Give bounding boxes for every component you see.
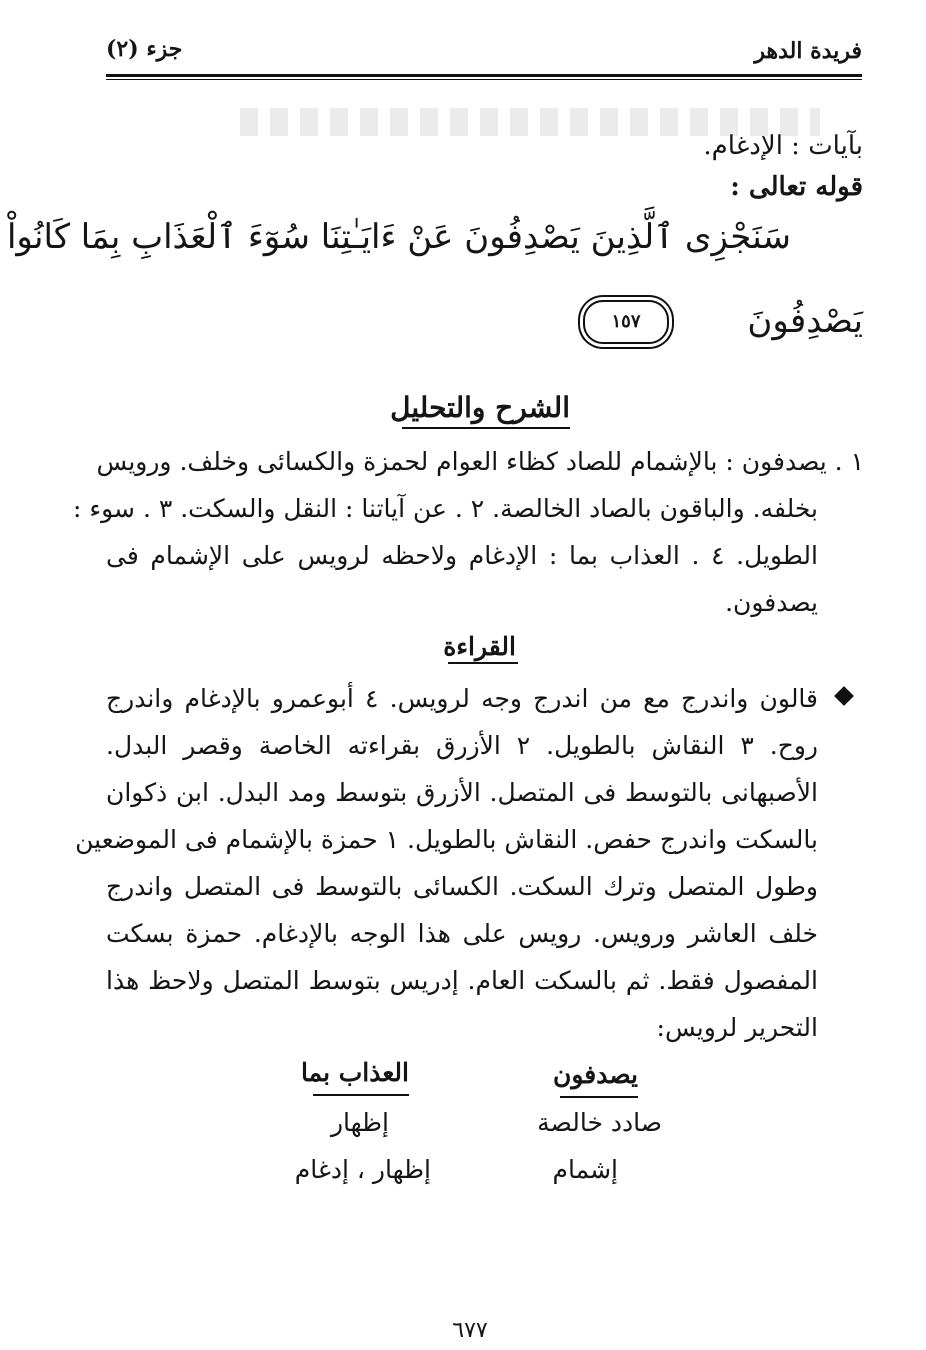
quran-verse-line-1: سَنَجْزِى ٱلَّذِينَ يَصْدِفُونَ عَنْ ءَايَـٰتِنَا سُوٓءَ ٱلْعَذَابِ بِمَا كَانُواْ — [6, 217, 791, 257]
explanation-line-2: بخلفه. والباقون بالصاد الخالصة. ٢ . عن آياتنا : النقل والسكت. ٣ . سوء : — [73, 494, 818, 523]
reading-line-5: وطول المتصل وترك السكت. الكسائى بالتوسط فى المتصل واندرج — [106, 872, 818, 901]
table-cell-r2-c1: إشمام — [552, 1155, 618, 1184]
table-cell-r1-c1: صادد خالصة — [537, 1108, 662, 1137]
running-header — [106, 30, 862, 72]
reading-line-1: قالون واندرج مع من اندرج وجه لرويس. ٤ أبوعمرو بالإدغام واندرج — [106, 684, 818, 713]
reading-line-4: بالسكت واندرج حفص. النقاش بالطويل. ١ حمزة بالإشمام فى الموضعين — [75, 825, 818, 854]
table-header-yasdifun: يصدفون — [553, 1060, 638, 1089]
page-number: ٦٧٧ — [452, 1318, 488, 1343]
explanation-title: الشرح والتحليل — [390, 391, 570, 424]
table-cell-r1-c2: إظهار — [330, 1108, 389, 1137]
explanation-line-1: ١ . يصدفون : بالإشمام للصاد كظاء العوام لحمزة والكسائى وخلف. ورويس — [96, 447, 864, 476]
reading-paragraph — [75, 675, 818, 1051]
book-title: فريدة الدهر — [754, 38, 862, 64]
table-header-adhab-bima: العذاب بما — [301, 1058, 409, 1087]
reading-title-underline — [448, 662, 518, 664]
table-header-yasdifun-underline — [560, 1096, 638, 1098]
explanation-title-underline — [402, 427, 570, 429]
quran-verse-line-2: يَصْدِفُونَ — [747, 301, 863, 341]
reading-title: القراءة — [443, 632, 516, 661]
reading-line-2: روح. ٣ النقاش بالطويل. ٢ الأزرق بقراءته الخاصة وقصر البدل. — [106, 731, 818, 760]
explanation-paragraph — [73, 438, 864, 626]
explanation-line-4: يصدفون. — [725, 588, 818, 617]
reading-line-6: خلف العاشر ورويس. رويس على هذا الوجه بالإدغام. حمزة بسكت — [106, 919, 818, 948]
quran-verse-line-2-block — [583, 296, 863, 348]
table-header-adhab-bima-underline — [313, 1094, 409, 1096]
reading-line-3: الأصبهانى بالتوسط فى المتصل. الأزرق بتوسط ومد البدل. ابن ذكوان — [106, 778, 818, 807]
ayah-number-marker: ١٥٧ — [583, 300, 669, 344]
header-rule-thick — [106, 74, 862, 77]
reading-line-7: المفصول فقط. ثم بالسكت العام. إدريس بتوسط المتصل ولاحظ هذا — [106, 966, 818, 995]
intro-line-2: قوله تعالى : — [730, 172, 863, 202]
header-rule-thin — [106, 79, 862, 80]
part-number: جزء (٢) — [106, 36, 183, 62]
reading-line-8: التحرير لرويس: — [656, 1013, 818, 1042]
intro-line-1: بآيات : الإدغام. — [703, 131, 863, 161]
table-cell-r2-c2: إظهار ، إدغام — [294, 1155, 431, 1184]
explanation-line-3: الطويل. ٤ . العذاب بما : الإدغام ولاحظه لرويس على الإشمام فى — [106, 541, 818, 570]
diamond-bullet-icon — [834, 686, 854, 706]
